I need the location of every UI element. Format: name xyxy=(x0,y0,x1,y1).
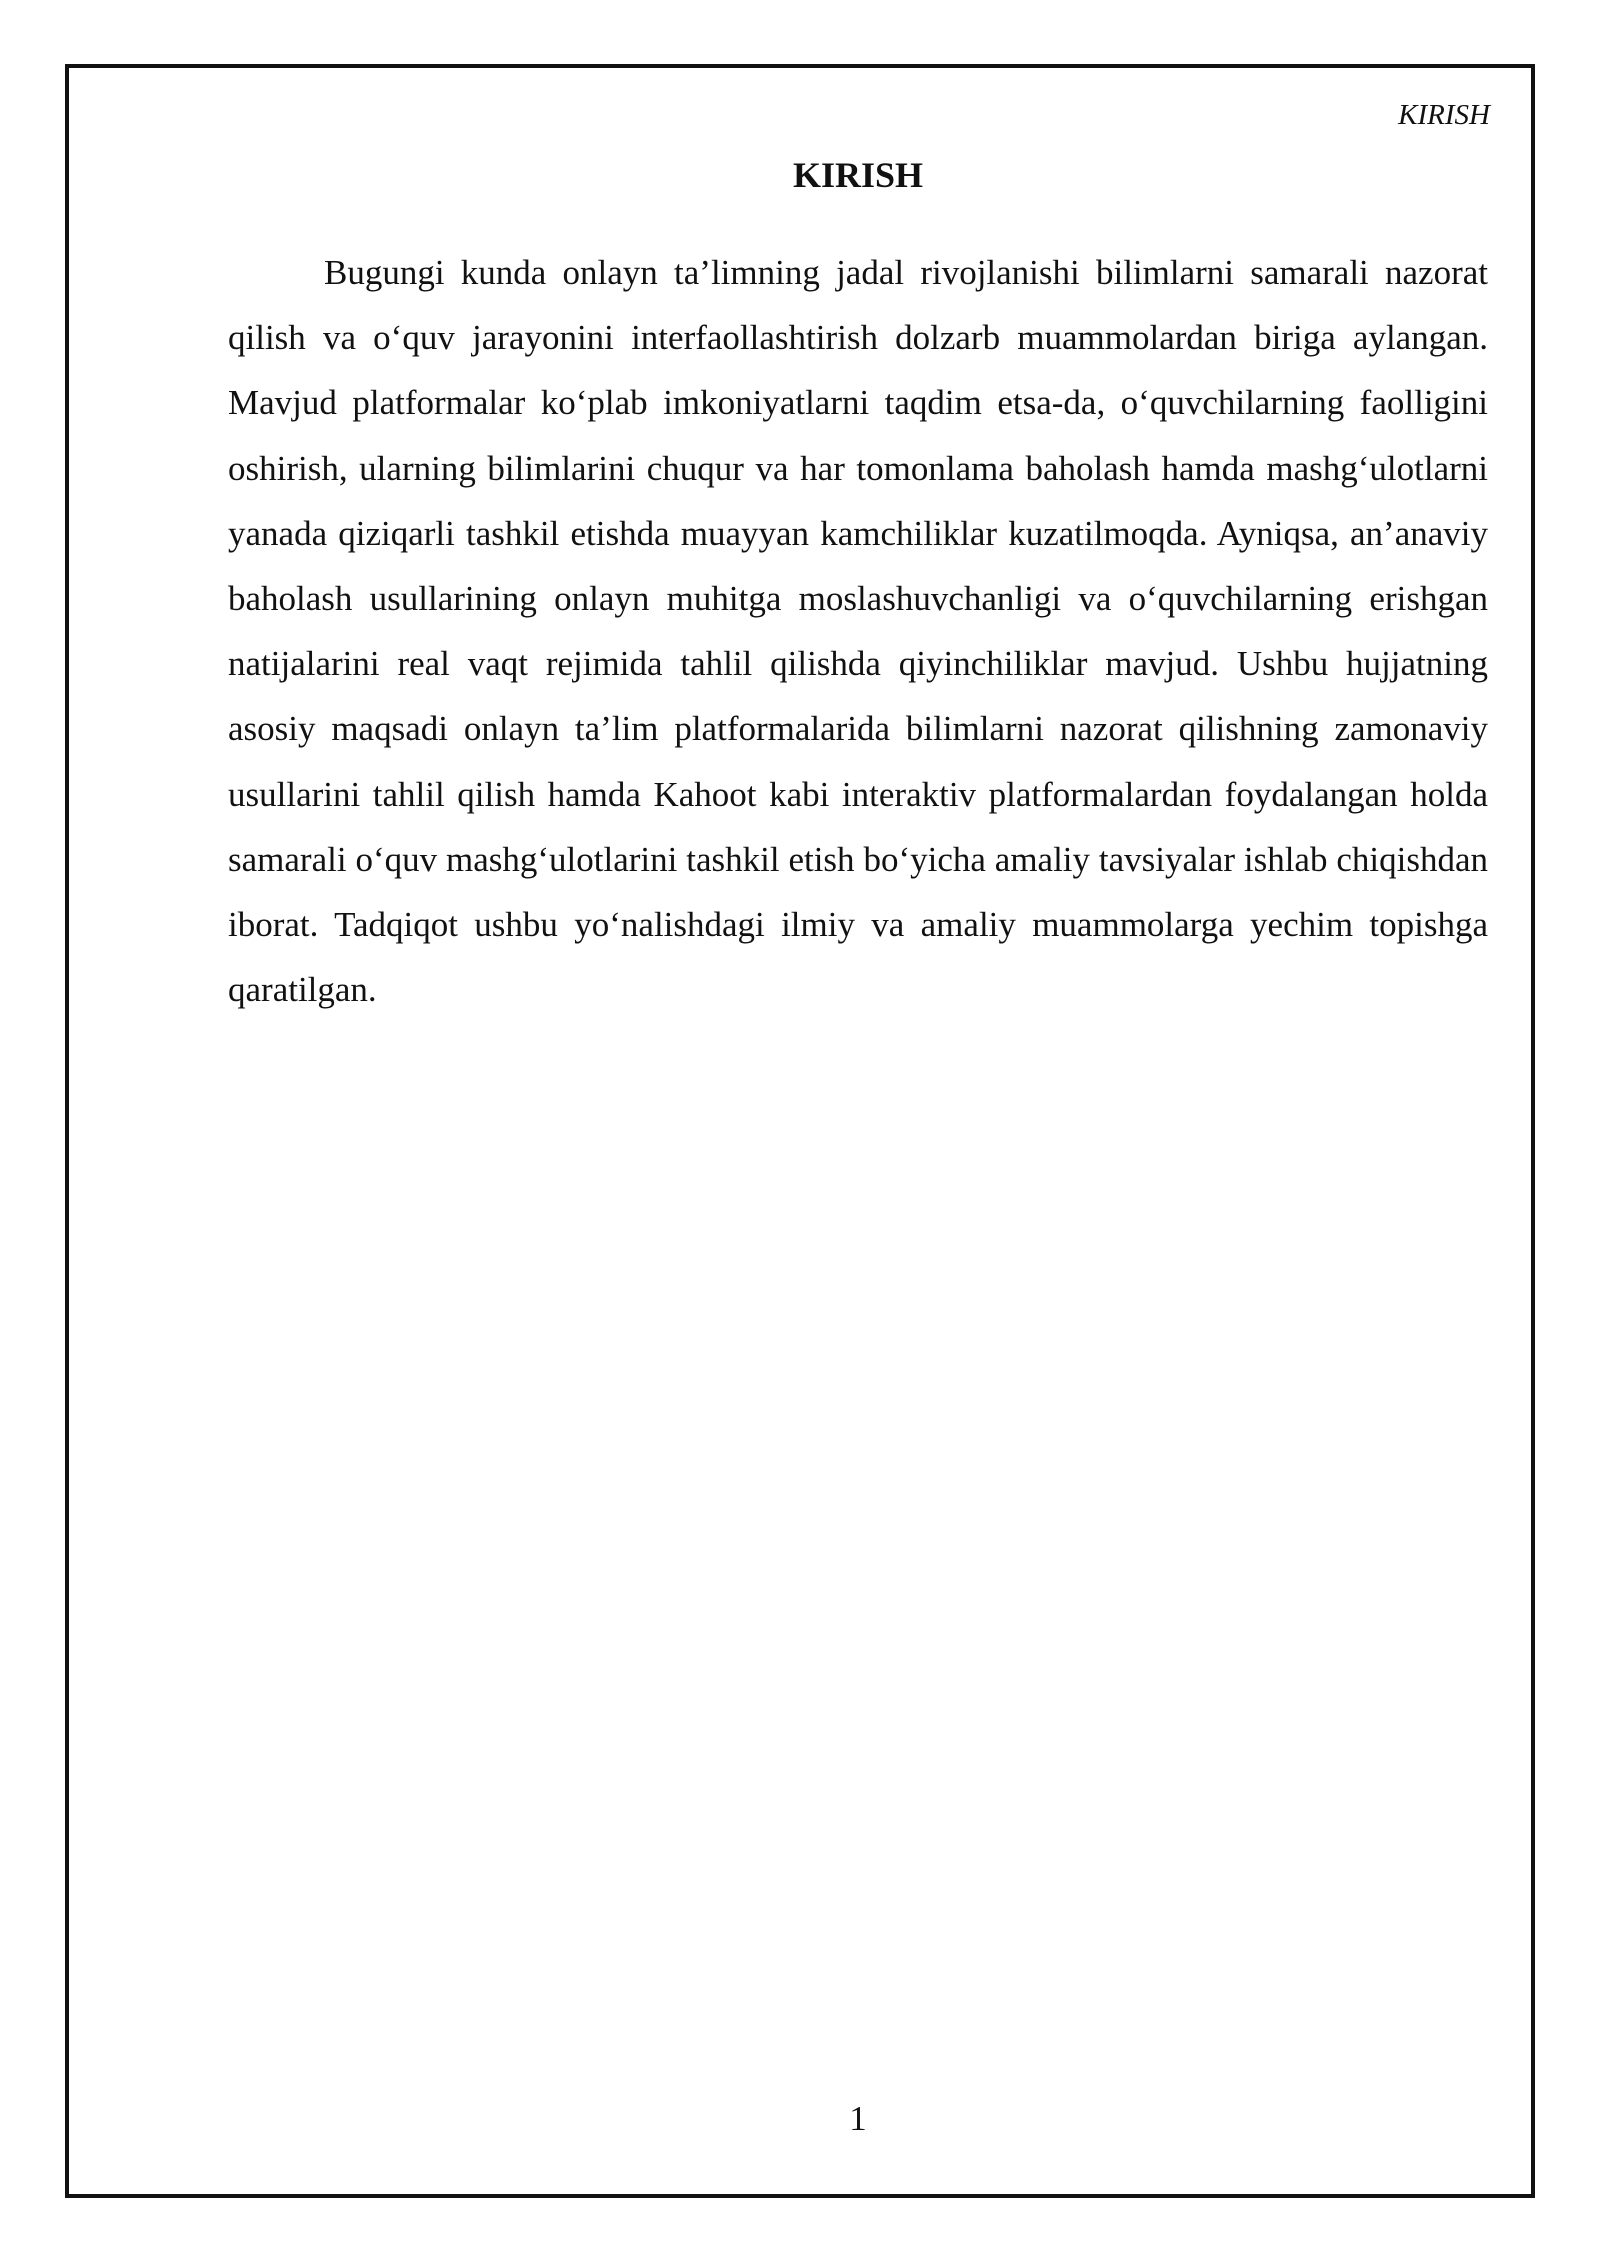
page-title: KIRISH xyxy=(792,155,924,195)
body-paragraph: Bugungi kunda onlayn ta’limning jadal rivojlanishi bilimlarni samarali nazorat qilish va o‘quv jarayonini interfaollashtirish dolzarb muammolardan biriga aylangan. Mavjud platformalar ko‘plab imkoniyatlarni taqdim etsa-da, o‘quvchilarning faolligini oshirish, ularning bilimlarini chuqur va har tomonlama baholash hamda mashg‘ulotlarni yanada qiziqarli tashkil etishda muayyan kamchiliklar kuzatilmoqda. Ayniqsa, an’anaviy baholash usullarining onlayn muhitga moslashuvchanligi va o‘quvchilarning erishgan natijalarini real vaqt rejimida tahlil qilishda qiyinchiliklar mavjud. Ushbu hujjatning asosiy maqsadi onlayn ta’lim platformalarida bilimlarni nazorat qilishning zamonaviy usullarini tahlil qilish hamda Kahoot kabi interaktiv platformalardan foydalangan holda samarali o‘quv mashg‘ulotlarini tashkil etish bo‘yicha amaliy tavsiyalar ishlab chiqishdan iborat. Tadqiqot ushbu yo‘nalishdagi ilmiy va amaliy muammolarga yechim topishga qaratilgan. xyxy=(228,253,1488,1010)
running-header: KIRISH xyxy=(1398,99,1490,131)
page-number: 1 xyxy=(849,2099,867,2138)
